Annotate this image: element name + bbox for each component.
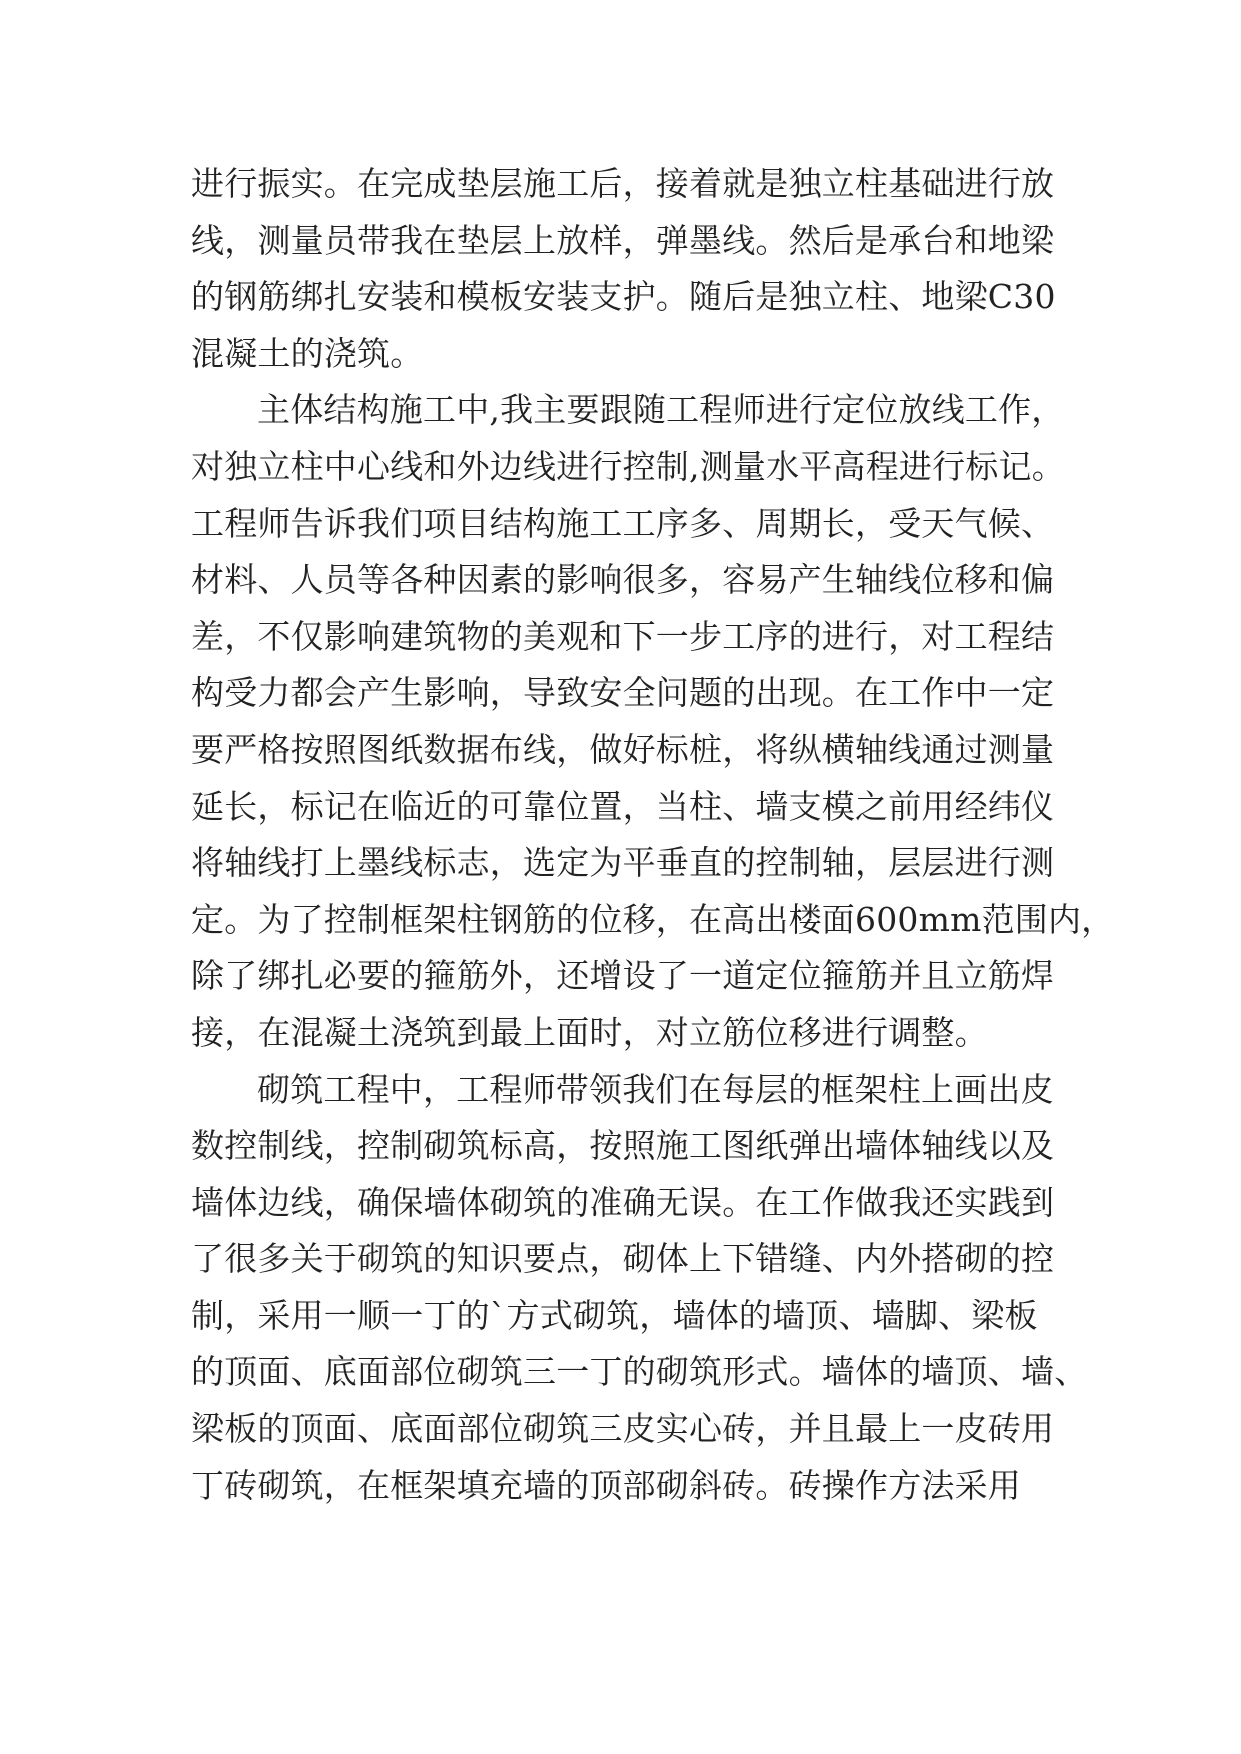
text-line: 主体结构施工中,我主要跟随工程师进行定位放线工作， (257, 390, 1065, 430)
text-line: 材料、人员等各种因素的影响很多，容易产生轴线位移和偏 (191, 560, 1055, 600)
text-line: 的钢筋绑扎安装和模板安装支护。随后是独立柱、地梁C30 (191, 277, 1056, 317)
text-line: 制，采用一顺一丁的`方式砌筑，墙体的墙顶、墙脚、梁板 (191, 1295, 1038, 1335)
text-line: 线，测量员带我在垫层上放样，弹墨线。然后是承台和地梁 (191, 220, 1055, 260)
text-line: 构受力都会产生影响，导致安全问题的出现。在工作中一定 (191, 673, 1055, 713)
text-line: 墙体边线，确保墙体砌筑的准确无误。在工作做我还实践到 (191, 1182, 1055, 1222)
text-line: 将轴线打上墨线标志，选定为平垂直的控制轴，层层进行测 (191, 843, 1055, 883)
text-line: 接，在混凝土浇筑到最上面时，对立筋位移进行调整。 (191, 1012, 988, 1052)
text-line: 差，不仅影响建筑物的美观和下一步工序的进行，对工程结 (191, 616, 1055, 656)
text-line: 进行振实。在完成垫层施工后，接着就是独立柱基础进行放 (191, 164, 1055, 203)
text-line: 除了绑扎必要的箍筋外，还增设了一道定位箍筋并且立筋焊 (191, 956, 1055, 996)
body-text (191, 156, 1115, 1514)
text-line: 延长，标记在临近的可靠位置，当柱、墙支模之前用经纬仪 (191, 786, 1055, 826)
text-line: 砌筑工程中，工程师带领我们在每层的框架柱上画出皮 (257, 1069, 1054, 1109)
text-line: 要严格按照图纸数据布线，做好标桩，将纵横轴线通过测量 (191, 729, 1055, 769)
text-line: 对独立柱中心线和外边线进行控制,测量水平高程进行标记。 (191, 446, 1065, 486)
text-line: 定。为了控制框架柱钢筋的位移，在高出楼面600mm范围内， (191, 899, 1115, 939)
text-line: 了很多关于砌筑的知识要点，砌体上下错缝、内外搭砌的控 (191, 1239, 1055, 1279)
text-line: 丁砖砌筑，在框架填充墙的顶部砌斜砖。砖操作方法采用 (191, 1465, 1021, 1505)
text-line: 梁板的顶面、底面部位砌筑三皮实心砖，并且最上一皮砖用 (191, 1409, 1055, 1449)
text-line: 工程师告诉我们项目结构施工工序多、周期长，受天气候、 (191, 503, 1055, 543)
text-line: 混凝土的浇筑。 (191, 333, 424, 373)
text-line: 的顶面、底面部位砌筑三一丁的砌筑形式。墙体的墙顶、墙、 (191, 1352, 1088, 1392)
text-line: 数控制线，控制砌筑标高，按照施工图纸弹出墙体轴线以及 (191, 1126, 1055, 1166)
